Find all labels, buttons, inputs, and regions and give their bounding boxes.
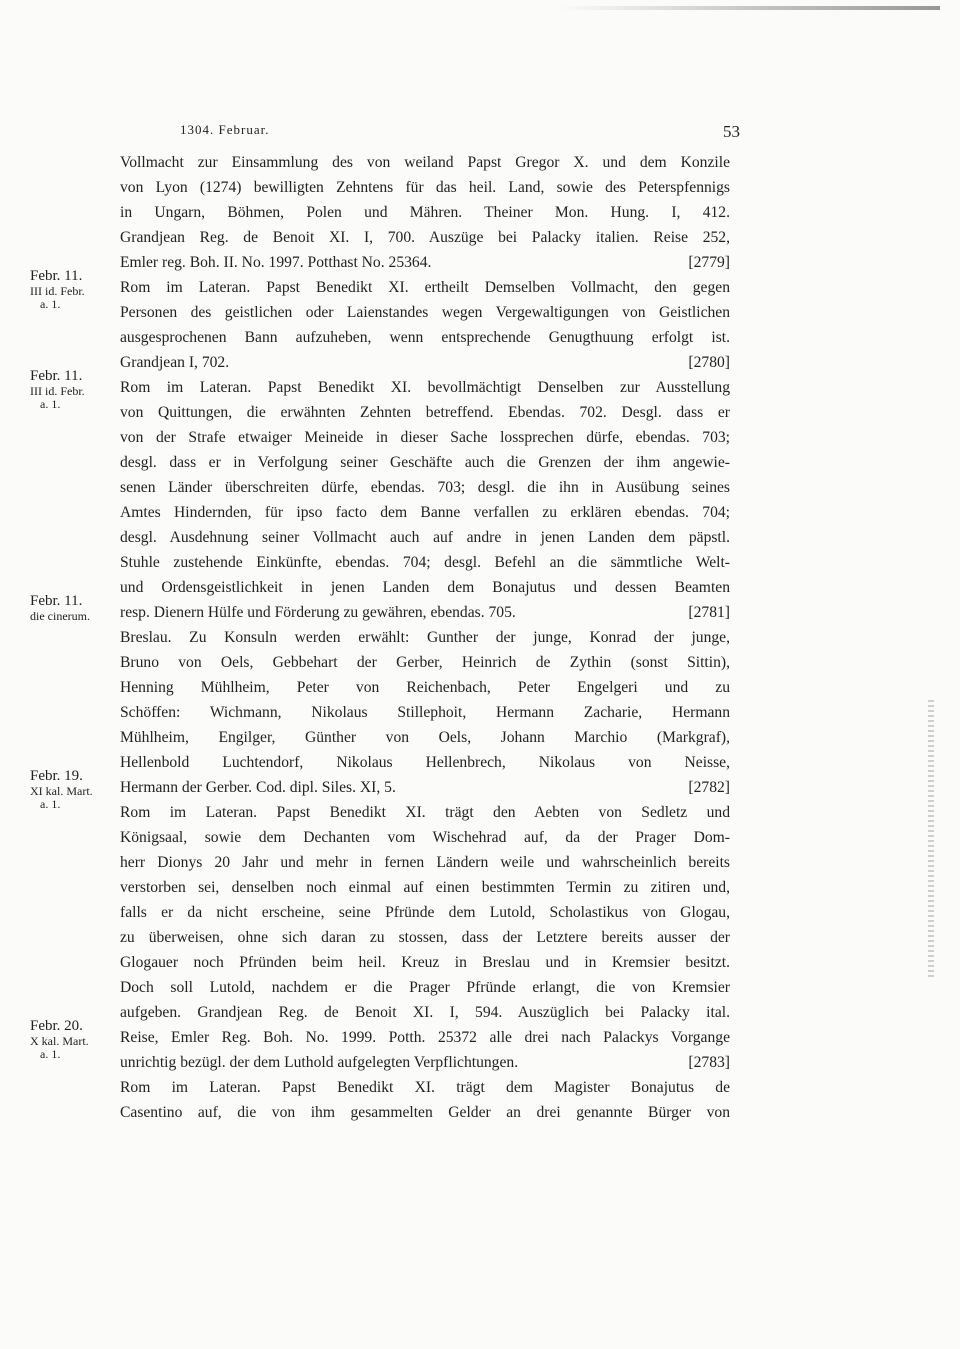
scan-edge-right	[928, 700, 934, 980]
scan-edge-mark	[560, 6, 940, 10]
text-line: ausgesprochenen Bann aufzuheben, wenn entsprechende Genugthuung erfolgt ist.	[120, 329, 730, 346]
text-line: Rom im Lateran. Papst Benedikt XI. bevollmächtigt Denselben zur Ausstellung	[120, 379, 730, 396]
text-line: Grandjean Reg. de Benoit XI. I, 700. Auszüge bei Palacky italien. Reise 252,	[120, 229, 730, 246]
margin-note	[30, 368, 122, 411]
margin-line: XI kal. Mart.	[30, 784, 93, 798]
text-line: von Lyon (1274) bewilligten Zehntens für das heil. Land, sowie des Peterspfennigs	[120, 179, 730, 196]
margin-note	[30, 593, 122, 623]
text-line: Bruno von Oels, Gebbehart der Gerber, Heinrich de Zythin (sonst Sittin),	[120, 654, 730, 671]
register-number: [2779]	[688, 254, 730, 271]
text-line: Personen des geistlichen oder Laienstandes wegen Vergewaltigungen von Geistlichen	[120, 304, 730, 321]
text-line: Glogauer noch Pfründen beim heil. Kreuz in Breslau und in Kremsier besitzt.	[120, 954, 730, 971]
text-line: desgl. Ausdehnung seiner Vollmacht auch auf andre in jenen Landen dem päpstl.	[120, 529, 730, 546]
text-line: Henning Mühlheim, Peter von Reichenbach, Peter Engelgeri und zu	[120, 679, 730, 696]
text-line: verstorben sei, denselben noch einmal auf einen bestimmten Termin zu zitiren und,	[120, 879, 730, 896]
text-line	[120, 250, 730, 275]
text-line: Breslau. Zu Konsuln werden erwählt: Gunther der junge, Konrad der junge,	[120, 629, 730, 646]
register-number: [2782]	[688, 779, 730, 796]
text-line: Casentino auf, die von ihm gesammelten Gelder an drei genannte Bürger von	[120, 1104, 730, 1121]
margin-date: Febr. 11.	[30, 593, 83, 609]
text-line: Rom im Lateran. Papst Benedikt XI. ertheilt Demselben Vollmacht, den gegen	[120, 279, 730, 296]
text-line: desgl. dass er in Verfolgung seiner Geschäfte auch die Grenzen der ihm angewie-	[120, 454, 730, 471]
margin-line: X kal. Mart.	[30, 1034, 89, 1048]
text-line-content: Hermann der Gerber. Cod. dipl. Siles. XI, 5.	[120, 779, 396, 796]
page-header	[120, 122, 740, 146]
text-line: Reise, Emler Reg. Boh. No. 1999. Potth. 25372 alle drei nach Palackys Vorgange	[120, 1029, 730, 1046]
register-number: [2781]	[688, 604, 730, 621]
text-line: Mühlheim, Engilger, Günther von Oels, Johann Marchio (Markgraf),	[120, 729, 730, 746]
text-line-content: resp. Dienern Hülfe und Förderung zu gewähren, ebendas. 705.	[120, 604, 516, 621]
text-line: Hellenbold Luchtendorf, Nikolaus Hellenbrech, Nikolaus von Neisse,	[120, 754, 730, 771]
text-line: Amtes Hindernden, für ipso facto dem Banne verfallen zu erklären ebendas. 704;	[120, 504, 730, 521]
margin-date: Febr. 20.	[30, 1018, 83, 1034]
text-line: falls er da nicht erscheine, seine Pfründe dem Lutold, Scholastikus von Glogau,	[120, 904, 730, 921]
margin-line: III id. Febr.	[30, 384, 85, 398]
text-line: und Ordensgeistlichkeit in jenen Landen dem Bonajutus und dessen Beamten	[120, 579, 730, 596]
margin-note	[30, 1018, 122, 1061]
text-line	[120, 1050, 730, 1075]
text-line: Königsaal, sowie dem Dechanten vom Wischehrad auf, da der Prager Dom-	[120, 829, 730, 846]
text-line: Rom im Lateran. Papst Benedikt XI. trägt dem Magister Bonajutus de	[120, 1079, 730, 1096]
margin-date: Febr. 11.	[30, 368, 83, 384]
text-line: Schöffen: Wichmann, Nikolaus Stillephoit, Hermann Zacharie, Hermann	[120, 704, 730, 721]
text-line: zu überweisen, ohne sich daran zu stossen, dass der Letztere bereits ausser der	[120, 929, 730, 946]
text-line: aufgeben. Grandjean Reg. de Benoit XI. I, 594. Auszüglich bei Palacky ital.	[120, 1004, 730, 1021]
text-line-content: unrichtig bezügl. der dem Luthold aufgelegten Verpflichtungen.	[120, 1054, 519, 1071]
margin-note	[30, 768, 122, 811]
text-line	[120, 600, 730, 625]
text-line: herr Dionys 20 Jahr und mehr in fernen Ländern weile und wahrscheinlich bereits	[120, 854, 730, 871]
text-line	[120, 775, 730, 800]
margin-note	[30, 268, 122, 311]
margin-line: die cinerum.	[30, 609, 90, 623]
text-line-content: Grandjean I, 702.	[120, 354, 230, 371]
text-line: senen Länder überschreiten dürfe, ebendas. 703; desgl. die ihn in Ausübung seines	[120, 479, 730, 496]
text-line: in Ungarn, Böhmen, Polen und Mähren. Theiner Mon. Hung. I, 412.	[120, 204, 730, 221]
margin-line: a. 1.	[40, 297, 61, 311]
text-line: von der Strafe etwaiger Meineide in dieser Sache lossprechen dürfe, ebendas. 703;	[120, 429, 730, 446]
margin-date: Febr. 19.	[30, 768, 83, 784]
text-line	[120, 350, 730, 375]
text-line: Vollmacht zur Einsammlung des von weiland Papst Gregor X. und dem Konzile	[120, 154, 730, 171]
text-line: von Quittungen, die erwähnten Zehnten betreffend. Ebendas. 702. Desgl. dass er	[120, 404, 730, 421]
register-number: [2780]	[688, 354, 730, 371]
margin-line: a. 1.	[40, 1047, 61, 1061]
margin-line: a. 1.	[40, 397, 61, 411]
running-title: 1304. Februar.	[180, 122, 270, 137]
margin-line: a. 1.	[40, 797, 61, 811]
text-line: Doch soll Lutold, nachdem er die Prager Pfründe erlangt, die von Kremsier	[120, 979, 730, 996]
text-line: Stuhle zustehende Einkünfte, ebendas. 704; desgl. Befehl an die sämmtliche Welt-	[120, 554, 730, 571]
margin-date: Febr. 11.	[30, 268, 83, 284]
text-line: Rom im Lateran. Papst Benedikt XI. trägt den Aebten von Sedletz und	[120, 804, 730, 821]
page-number: 53	[723, 122, 740, 141]
margin-line: III id. Febr.	[30, 284, 85, 298]
text-line-content: Emler reg. Boh. II. No. 1997. Potthast No. 25364.	[120, 254, 432, 271]
register-number: [2783]	[688, 1054, 730, 1071]
